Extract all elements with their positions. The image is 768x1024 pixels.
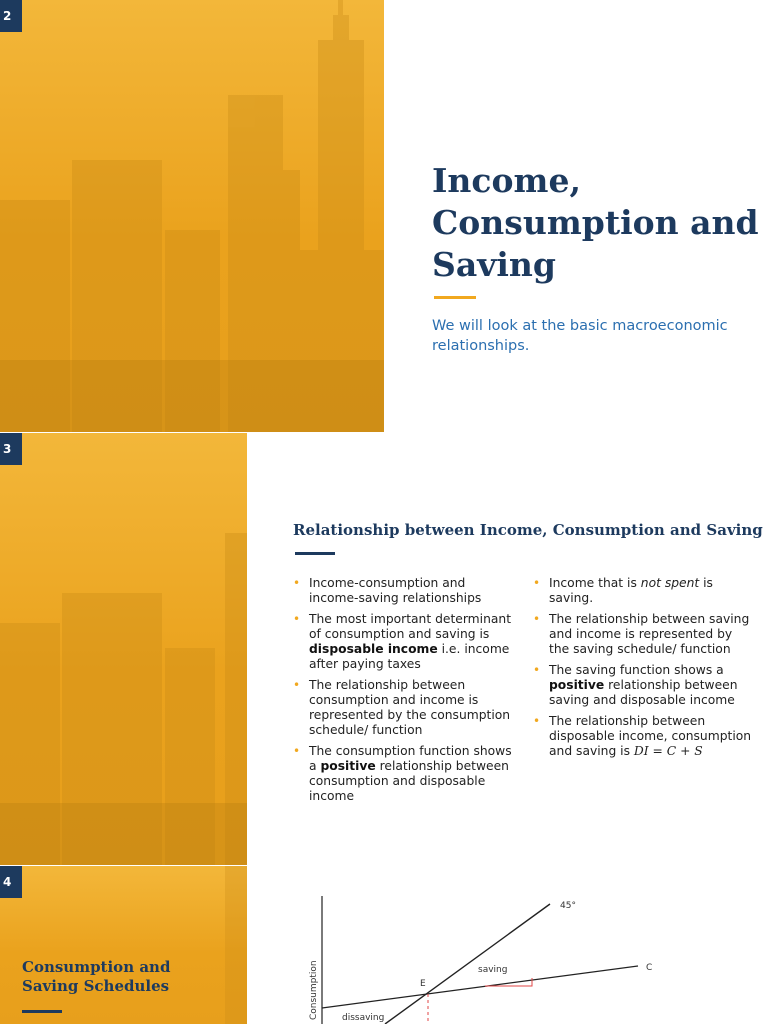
bullet-dot-icon: • <box>533 663 541 677</box>
consumption-line-label: C <box>646 963 653 973</box>
bullet-dot-icon: • <box>533 714 541 728</box>
bullet-dot-icon: • <box>293 612 301 626</box>
line-45-degree <box>385 904 550 1024</box>
slide-3 <box>0 433 768 865</box>
bullet-item: • The relationship between consumption and income is represented by the consumption schedule/ function <box>293 678 511 737</box>
bullet-item: • The relationship between disposable income, consumption and saving is DI = C + S <box>533 714 752 758</box>
bullet-dot-icon: • <box>533 612 541 626</box>
slide-title: Consumption and Saving Schedules <box>22 958 171 995</box>
slide-title: Relationship between Income, Consumption and Saving <box>293 521 763 539</box>
saving-label: saving <box>478 965 508 975</box>
bullet-dot-icon: • <box>533 576 541 590</box>
bullet-item: • Income that is not spent is saving. <box>533 576 713 605</box>
bullet-item: • Income-consumption and income-saving relationships <box>293 576 482 605</box>
city-skyline-photo <box>0 0 384 432</box>
city-skyline-photo <box>0 866 247 1024</box>
title-divider <box>295 552 335 555</box>
slide-2 <box>0 0 768 432</box>
bullet-item: • The saving function shows a positive relationship between saving and disposable income <box>533 663 738 707</box>
city-skyline-photo <box>0 433 247 865</box>
dissaving-label: dissaving <box>342 1013 385 1023</box>
equilibrium-point-label: E <box>420 979 426 989</box>
title-divider <box>22 1010 62 1013</box>
y-axis-label: Consumption <box>309 960 319 1020</box>
slide-number: 2 <box>0 0 22 32</box>
bullet-item: • The relationship between saving and income is represented by the saving schedule/ function <box>533 612 750 656</box>
bullet-item: • The consumption function shows a positive relationship between consumption and disposable income <box>293 744 512 803</box>
bullet-dot-icon: • <box>293 744 301 758</box>
bullet-dot-icon: • <box>293 576 301 590</box>
title-divider <box>434 296 476 299</box>
bullet-item: • The most important determinant of consumption and saving is disposable income i.e. income after paying taxes <box>293 612 512 671</box>
bullet-dot-icon: • <box>293 678 301 692</box>
slide-number: 4 <box>0 866 22 898</box>
slide-title: Income, Consumption and Saving <box>432 161 759 284</box>
slide-subtitle: We will look at the basic macroeconomic relationships. <box>432 318 728 354</box>
right-bullet-list <box>533 576 755 765</box>
slide-4 <box>0 866 768 1024</box>
slide-number: 3 <box>0 433 22 465</box>
left-bullet-list <box>293 576 515 810</box>
consumption-saving-diagram <box>300 890 680 1024</box>
line-45-label: 45° <box>560 901 576 911</box>
